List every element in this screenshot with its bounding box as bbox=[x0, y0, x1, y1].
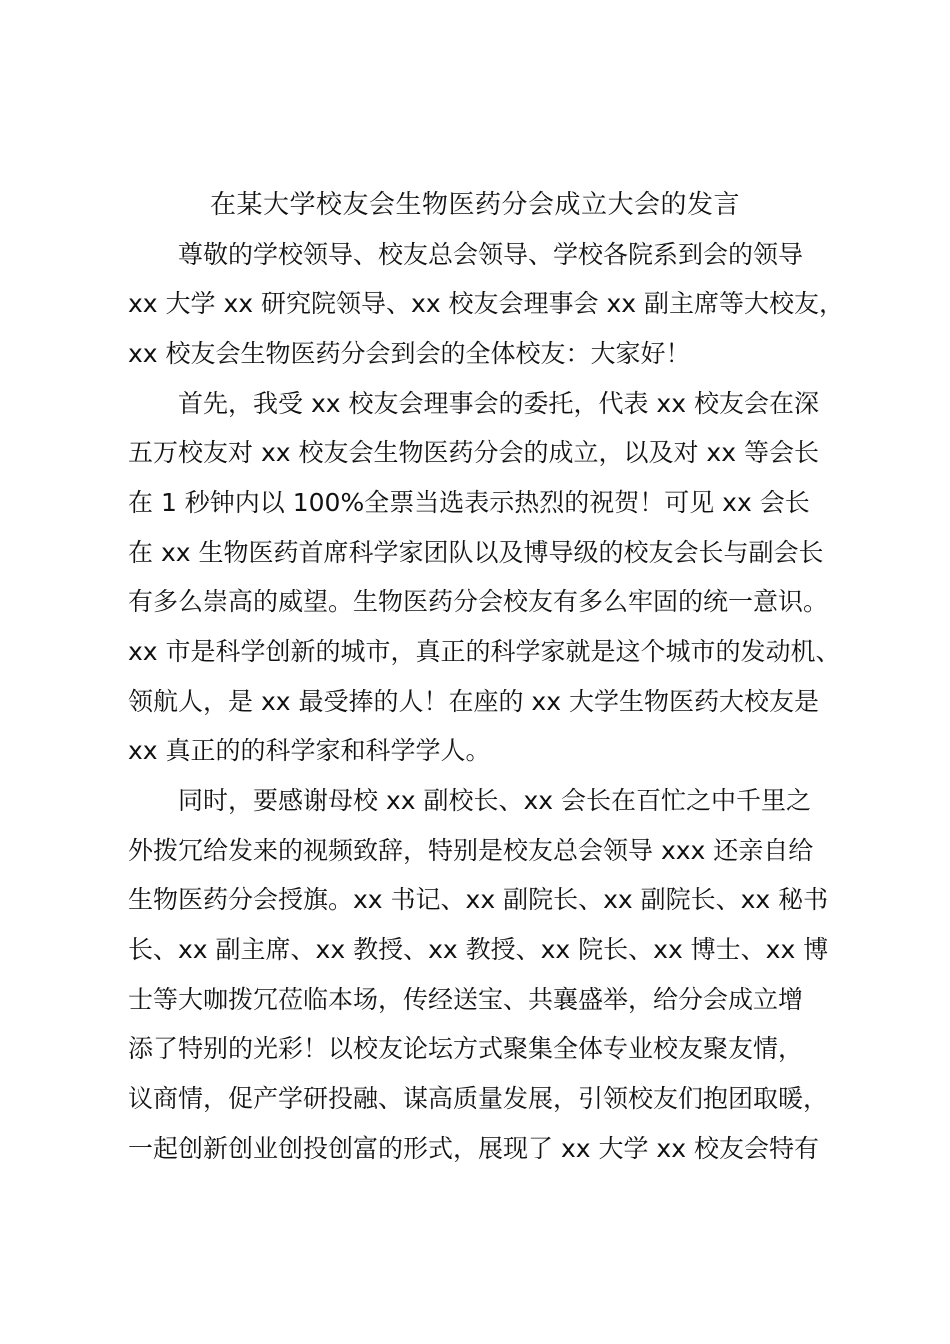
text-line: xx 市是科学创新的城市，真正的科学家就是这个城市的发动机、 bbox=[128, 637, 841, 666]
text-line: 生物医药分会授旗。xx 书记、xx 副院长、xx 副院长、xx 秘书 bbox=[128, 885, 829, 914]
text-line: 首先，我受 xx 校友会理事会的委托，代表 xx 校友会在深 bbox=[178, 389, 819, 418]
text-line: xx 校友会生物医药分会到会的全体校友：大家好！ bbox=[128, 339, 691, 368]
text-line: 同时，要感谢母校 xx 副校长、xx 会长在百忙之中千里之 bbox=[178, 786, 812, 815]
text-line: 有多么崇高的威望。生物医药分会校友有多么牢固的统一意识。 bbox=[128, 587, 829, 616]
text-line: 长、xx 副主席、xx 教授、xx 教授、xx 院长、xx 博士、xx 博 bbox=[128, 935, 829, 964]
text-line: 外拨冗给发来的视频致辞，特别是校友总会领导 xxx 还亲自给 bbox=[128, 836, 814, 865]
text-line: 领航人，是 xx 最受捧的人！在座的 xx 大学生物医药大校友是 bbox=[128, 687, 819, 716]
text-line: 在 1 秒钟内以 100%全票当选表示热烈的祝贺！可见 xx 会长 bbox=[128, 488, 810, 517]
text-line: 在 xx 生物医药首席科学家团队以及博导级的校友会长与副会长 bbox=[128, 538, 824, 567]
text-line: 尊敬的学校领导、校友总会领导、学校各院系到会的领导 bbox=[178, 240, 804, 269]
text-line: xx 大学 xx 研究院领导、xx 校友会理事会 xx 副主席等大校友， bbox=[128, 289, 845, 318]
text-line: 五万校友对 xx 校友会生物医药分会的成立，以及对 xx 等会长 bbox=[128, 438, 819, 467]
text-line: 士等大咖拨冗莅临本场，传经送宝、共襄盛举，给分会成立增 bbox=[128, 985, 804, 1014]
text-line: xx 真正的的科学家和科学学人。 bbox=[128, 736, 491, 765]
text-line: 一起创新创业创投创富的形式，展现了 xx 大学 xx 校友会特有 bbox=[128, 1134, 819, 1163]
document-title: 在某大学校友会生物医药分会成立大会的发言 bbox=[209, 190, 740, 220]
text-line: 议商情，促产学研投融、谋高质量发展，引领校友们抱团取暖， bbox=[128, 1084, 829, 1113]
text-line: 添了特别的光彩！以校友论坛方式聚集全体专业校友聚友情， bbox=[128, 1034, 804, 1063]
